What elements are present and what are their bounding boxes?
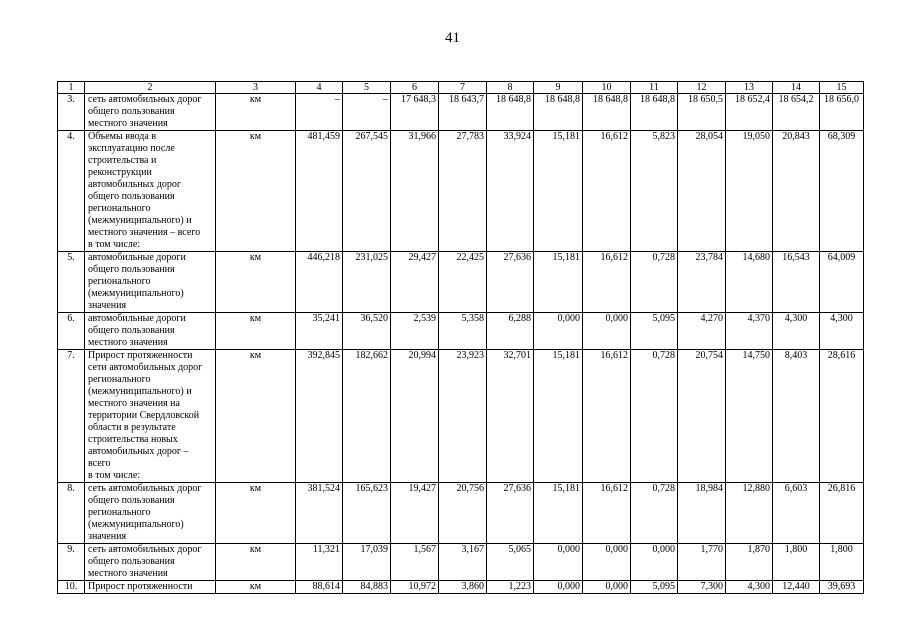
row-value-col-6: 10,972: [391, 581, 439, 594]
row-value-col-8: 6,288: [487, 313, 534, 350]
row-unit: км: [216, 581, 296, 594]
row-value-col-13: 1,870: [726, 544, 773, 581]
row-value-col-9: 18 648,8: [534, 94, 583, 131]
row-value-col-12: 28,054: [678, 131, 726, 252]
row-value-col-12: 1,770: [678, 544, 726, 581]
column-number-13: 13: [726, 82, 773, 94]
row-value-col-8: 27,636: [487, 252, 534, 313]
row-value-col-13: 18 652,4: [726, 94, 773, 131]
column-number-3: 3: [216, 82, 296, 94]
row-value-col-6: 20,994: [391, 350, 439, 483]
row-value-col-15: 68,309: [820, 131, 864, 252]
row-value-col-9: 15,181: [534, 483, 583, 544]
row-value-col-5: 84,883: [343, 581, 391, 594]
row-value-col-15: 28,616: [820, 350, 864, 483]
row-value-col-14: 12,440: [773, 581, 820, 594]
row-number: 9.: [58, 544, 85, 581]
column-number-1: 1: [58, 82, 85, 94]
row-value-col-12: 23,784: [678, 252, 726, 313]
row-value-col-10: 16,612: [583, 131, 631, 252]
row-value-col-5: 165,623: [343, 483, 391, 544]
row-value-col-4: 481,459: [296, 131, 343, 252]
row-value-col-15: 1,800: [820, 544, 864, 581]
row-value-col-8: 18 648,8: [487, 94, 534, 131]
row-value-col-14: 16,543: [773, 252, 820, 313]
row-value-col-11: 5,095: [631, 581, 678, 594]
table-row: [58, 131, 864, 252]
table-row: [58, 350, 864, 483]
row-value-col-5: 17,039: [343, 544, 391, 581]
row-value-col-8: 5,065: [487, 544, 534, 581]
row-value-col-15: 39,693: [820, 581, 864, 594]
row-number: 4.: [58, 131, 85, 252]
row-value-col-4: 11,321: [296, 544, 343, 581]
row-value-col-7: 27,783: [439, 131, 487, 252]
table-row: [58, 252, 864, 313]
row-value-col-4: –: [296, 94, 343, 131]
row-value-col-11: 5,095: [631, 313, 678, 350]
table-row: [58, 544, 864, 581]
row-value-col-8: 33,924: [487, 131, 534, 252]
row-indicator-label: Прирост протяженности: [85, 581, 216, 594]
row-value-col-11: 0,000: [631, 544, 678, 581]
row-value-col-13: 19,050: [726, 131, 773, 252]
row-value-col-8: 1,223: [487, 581, 534, 594]
row-indicator-label: автомобильные дороги общего пользования местного значения: [85, 313, 216, 350]
row-value-col-11: 18 648,8: [631, 94, 678, 131]
row-value-col-12: 20,754: [678, 350, 726, 483]
row-value-col-10: 0,000: [583, 581, 631, 594]
row-value-col-14: 6,603: [773, 483, 820, 544]
row-value-col-11: 5,823: [631, 131, 678, 252]
row-value-col-6: 19,427: [391, 483, 439, 544]
row-value-col-14: 18 654,2: [773, 94, 820, 131]
column-number-5: 5: [343, 82, 391, 94]
row-value-col-10: 16,612: [583, 483, 631, 544]
row-number: 8.: [58, 483, 85, 544]
row-value-col-15: 26,816: [820, 483, 864, 544]
column-number-header-row: [58, 82, 864, 94]
row-value-col-9: 15,181: [534, 350, 583, 483]
column-number-15: 15: [820, 82, 864, 94]
column-number-8: 8: [487, 82, 534, 94]
row-value-col-6: 1,567: [391, 544, 439, 581]
row-value-col-8: 27,636: [487, 483, 534, 544]
row-value-col-13: 4,370: [726, 313, 773, 350]
row-value-col-4: 381,524: [296, 483, 343, 544]
row-value-col-9: 0,000: [534, 581, 583, 594]
row-value-col-14: 1,800: [773, 544, 820, 581]
column-number-2: 2: [85, 82, 216, 94]
column-number-11: 11: [631, 82, 678, 94]
row-value-col-6: 31,966: [391, 131, 439, 252]
row-value-col-12: 18,984: [678, 483, 726, 544]
row-value-col-6: 29,427: [391, 252, 439, 313]
row-value-col-5: 182,662: [343, 350, 391, 483]
row-value-col-15: 64,009: [820, 252, 864, 313]
row-value-col-13: 12,880: [726, 483, 773, 544]
indicators-table: [57, 81, 864, 594]
row-indicator-label: Объемы ввода в эксплуатацию после строительства и реконструкции автомобильных дорог общего пользования регионального (межмуниципального) и местного значения – всего в том числе:: [85, 131, 216, 252]
row-unit: км: [216, 131, 296, 252]
row-number: 3.: [58, 94, 85, 131]
row-value-col-9: 0,000: [534, 544, 583, 581]
row-value-col-10: 16,612: [583, 350, 631, 483]
row-value-col-10: 0,000: [583, 313, 631, 350]
row-value-col-8: 32,701: [487, 350, 534, 483]
row-number: 10.: [58, 581, 85, 594]
row-value-col-10: 0,000: [583, 544, 631, 581]
row-value-col-4: 392,845: [296, 350, 343, 483]
row-value-col-9: 15,181: [534, 131, 583, 252]
row-value-col-7: 22,425: [439, 252, 487, 313]
row-value-col-7: 23,923: [439, 350, 487, 483]
row-value-col-5: –: [343, 94, 391, 131]
row-value-col-7: 5,358: [439, 313, 487, 350]
table-row: [58, 313, 864, 350]
row-number: 7.: [58, 350, 85, 483]
column-number-4: 4: [296, 82, 343, 94]
row-value-col-11: 0,728: [631, 252, 678, 313]
row-value-col-6: 17 648,3: [391, 94, 439, 131]
row-value-col-13: 4,300: [726, 581, 773, 594]
column-number-6: 6: [391, 82, 439, 94]
row-value-col-7: 20,756: [439, 483, 487, 544]
row-value-col-9: 15,181: [534, 252, 583, 313]
page-number: 41: [445, 30, 460, 46]
table-row: [58, 94, 864, 131]
row-value-col-14: 4,300: [773, 313, 820, 350]
column-number-12: 12: [678, 82, 726, 94]
row-indicator-label: автомобильные дороги общего пользования регионального (межмуниципального) значения: [85, 252, 216, 313]
row-value-col-12: 4,270: [678, 313, 726, 350]
row-value-col-7: 3,860: [439, 581, 487, 594]
row-unit: км: [216, 252, 296, 313]
row-indicator-label: сеть автомобильных дорог общего пользования местного значения: [85, 544, 216, 581]
column-number-10: 10: [583, 82, 631, 94]
column-number-9: 9: [534, 82, 583, 94]
row-value-col-5: 231,025: [343, 252, 391, 313]
row-value-col-11: 0,728: [631, 483, 678, 544]
row-value-col-4: 35,241: [296, 313, 343, 350]
row-value-col-13: 14,680: [726, 252, 773, 313]
row-unit: км: [216, 94, 296, 131]
row-value-col-12: 18 650,5: [678, 94, 726, 131]
row-number: 6.: [58, 313, 85, 350]
row-value-col-6: 2,539: [391, 313, 439, 350]
row-unit: км: [216, 313, 296, 350]
row-number: 5.: [58, 252, 85, 313]
row-value-col-14: 8,403: [773, 350, 820, 483]
column-number-7: 7: [439, 82, 487, 94]
row-value-col-5: 267,545: [343, 131, 391, 252]
row-value-col-14: 20,843: [773, 131, 820, 252]
row-unit: км: [216, 544, 296, 581]
row-value-col-10: 16,612: [583, 252, 631, 313]
row-value-col-11: 0,728: [631, 350, 678, 483]
row-value-col-5: 36,520: [343, 313, 391, 350]
row-indicator-label: сеть автомобильных дорог общего пользования регионального (межмуниципального) значения: [85, 483, 216, 544]
table-row: [58, 483, 864, 544]
table-row: [58, 581, 864, 594]
row-indicator-label: Прирост протяженности сети автомобильных дорог регионального (межмуниципального) и местного значения на территории Свердловской области в результате строительства новых автомобильных дорог – всего в том числе:: [85, 350, 216, 483]
row-value-col-15: 18 656,0: [820, 94, 864, 131]
row-value-col-13: 14,750: [726, 350, 773, 483]
row-indicator-label: сеть автомобильных дорог общего пользования местного значения: [85, 94, 216, 131]
row-value-col-9: 0,000: [534, 313, 583, 350]
row-value-col-12: 7,300: [678, 581, 726, 594]
row-unit: км: [216, 483, 296, 544]
row-value-col-4: 88,614: [296, 581, 343, 594]
row-unit: км: [216, 350, 296, 483]
row-value-col-7: 18 643,7: [439, 94, 487, 131]
row-value-col-15: 4,300: [820, 313, 864, 350]
row-value-col-4: 446,218: [296, 252, 343, 313]
row-value-col-7: 3,167: [439, 544, 487, 581]
column-number-14: 14: [773, 82, 820, 94]
row-value-col-10: 18 648,8: [583, 94, 631, 131]
